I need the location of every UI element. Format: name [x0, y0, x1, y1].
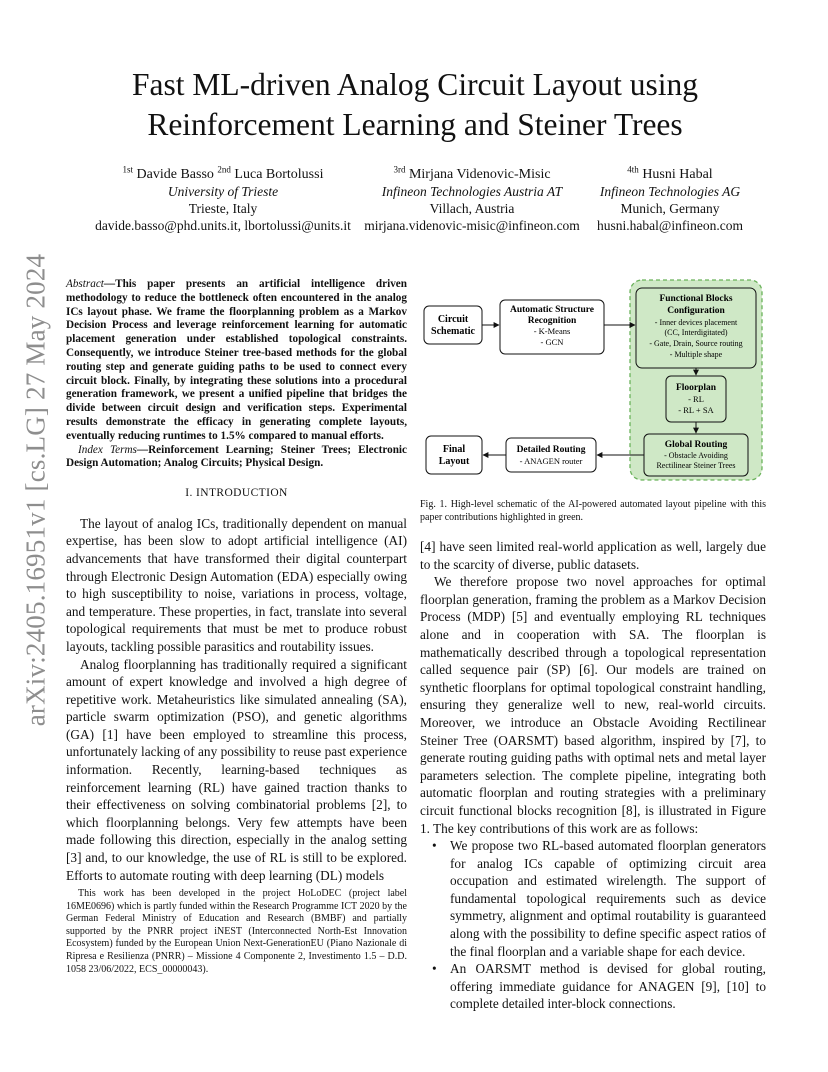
footnote: [66, 888, 407, 976]
author-affiliation: Infineon Technologies Austria AT: [381, 184, 563, 199]
author-name: Davide Basso: [133, 167, 218, 182]
author-affiliation: University of Trieste: [167, 184, 279, 199]
node-title: Global Routing: [664, 440, 728, 450]
node-item: - RL: [688, 394, 704, 404]
intro-paragraph-2: Analog floorplanning has traditionally required a significant amount of expert knowledge and involved a high degree of repetitive work. Metaheuristics like simulated annealing (SA), particle swarm optimization (PSO), and genetic algorithms (GA) [1] have been employed to streamline this process, unfortunately lacking of any possibility to reuse past experience information. Recently, learning-based techniques as reinforcement learning (RL) have gained traction thanks to their effectiveness on solving combinatorial problems [2], to which floorplanning belongs. Very few attempts have been made following this direction, especially in the analog setting [3] and, to our knowledge, the use of RL is still to be explored. Efforts to automate routing with deep learning (DL) models: [66, 656, 407, 883]
list-item: • We propose two RL-based automated floorplan generators for analog ICs capable of optimizing circuit area occupation and estimated wirelength. The support of fundamental topological requirements such as device symmetry, alignment and optimal routability is guaranteed along with the possibility to define specific aspect ratios of the final floorplan and a variable shape for each device.: [432, 837, 766, 960]
arxiv-stamp: [18, 253, 54, 727]
node-title: Automatic Structure: [510, 305, 594, 315]
author-names-1: [78, 166, 368, 183]
global-routing-node: [644, 434, 748, 476]
node-title: Configuration: [667, 306, 725, 316]
node-item: (CC, Interdigitated): [664, 328, 728, 337]
author-block-2: [360, 166, 584, 234]
paper-title-line-1: Fast ML-driven Analog Circuit Layout using: [131, 67, 699, 102]
author-ordinal-suffix: rd: [397, 164, 406, 175]
abstract: [66, 278, 407, 444]
author-name: Mirjana Videnovic-Misic: [405, 167, 551, 182]
left-column: [66, 278, 407, 884]
list-item: • An OARSMT method is devised for global routing, offering immediate guidance for ANAGEN [9], [10] to complete detailed inter-block connections.: [432, 960, 766, 1013]
abstract-label: Abstract: [66, 278, 104, 290]
node-item: - GCN: [540, 337, 564, 347]
node-label: Final: [442, 444, 466, 455]
author-ordinal: 4: [627, 164, 632, 175]
node-title: Floorplan: [675, 383, 717, 393]
author-ordinal: 2: [217, 164, 222, 175]
contributions-list: [432, 837, 766, 1013]
author-block-1: [78, 166, 368, 234]
pipeline-figure: [420, 278, 766, 488]
author-ordinal-suffix: th: [631, 164, 639, 175]
node-label: Schematic: [431, 326, 475, 337]
final-layout-node: [426, 436, 482, 474]
node-item: Rectilinear Steiner Trees: [656, 461, 736, 470]
author-email: mirjana.videnovic-misic@infineon.com: [364, 218, 580, 233]
paper-title-line-2: Reinforcement Learning and Steiner Trees: [147, 107, 683, 142]
node-title: Recognition: [527, 316, 577, 326]
author-affiliation: Infineon Technologies AG: [599, 184, 741, 199]
node-item: - RL + SA: [678, 405, 714, 415]
author-block-3: [590, 166, 750, 234]
author-location: Villach, Austria: [429, 201, 515, 216]
circuit-schematic-node: [424, 306, 482, 344]
node-item: - Gate, Drain, Source routing: [649, 339, 743, 348]
intro-paragraph-1: The layout of analog ICs, traditionally dependent on manual expertise, has been slow to adopt artificial intelligence (AI) advancements that have transformed their digital counterpart through Electronic Design Automation (EDA) especially owing to high susceptibility to noise, variations in process, voltage, and temperature. These properties, in fact, translate into several topological requirements that must be met to produce robust layouts, tackling possible parasitics and routability issues.: [66, 515, 407, 654]
index-terms: [66, 444, 407, 472]
functional-blocks-configuration-node: [636, 288, 756, 368]
footnote-text: This work has been developed in the project HoLoDEC (project label 16ME0696) which is partly funded within the Research Programme ICT 2020 by the German Federal Ministry of Education and Research (BMBF) and partially supported by the PNRR project iNEST (Interconnected North-Est Innovation Ecosystem) funded by the European Union Next-GenerationEU (Piano Nazionale di Ripresa e Resilienza (PNRR) – Missione 4 Componente 2, Investimento 1.5 – D.D. 1058 23/06/2022, ECS_00000043).: [66, 888, 407, 975]
right-column: [420, 538, 766, 1013]
detailed-routing-node: [506, 438, 596, 472]
author-ordinal-suffix: st: [127, 164, 134, 175]
node-label: Circuit: [437, 314, 469, 325]
abstract-text: —This paper presents an artificial intelligence driven methodology to reduce the bottleneck often encountered in the analog ICs layout phase. We frame the floorplanning problem as a Markov Decision Process and leverage reinforcement learning for automatic placement generation under established topological constraints. Consequently, we introduce Steiner tree-based methods for the global routing step and generate guiding paths to be used to connect every circuit block. Finally, by integrating these solutions into a procedural generation framework, we present a unified pipeline that bridges the divide between circuit design and verification steps. Experimental results demonstrate the efficacy in generating complete layouts, eventually reducing runtimes to 1.5% compared to manual efforts.: [66, 278, 407, 442]
node-item: - Multiple shape: [669, 350, 723, 359]
author-ordinal: 3: [393, 164, 398, 175]
index-terms-label: Index Terms: [78, 443, 137, 456]
arxiv-stamp-text: arXiv:2405.16951v1 [cs.LG] 27 May 2024: [20, 253, 51, 727]
author-email: husni.habal@infineon.com: [597, 218, 743, 233]
author-ordinal: 1: [122, 164, 128, 175]
node-title: Functional Blocks: [659, 294, 733, 304]
author-names-2: [360, 166, 584, 183]
author-names-3: [590, 166, 750, 183]
author-name: Luca Bortolussi: [230, 167, 324, 182]
section-heading-introduction: I. INTRODUCTION: [185, 487, 288, 500]
right-paragraph-continuation: [4] have seen limited real-world application as well, largely due to the scarcity of diverse, public datasets.: [420, 539, 766, 572]
author-location: Trieste, Italy: [188, 201, 258, 216]
right-paragraph-1: We therefore propose two novel approaches for optimal floorplan generation, framing the problem as a Markov Decision Process (MDP) [5] and eventually employing RL techniques alone and in cooperation with SA. The floorplan is mathematically described through a topological representation called sequence pair (SP) [6]. Our models are trained on synthetic floorplans for optimal topological constraint handling, ensuring they generalize well to new, real-world circuits. Moreover, we introduce an Obstacle Avoiding Rectilinear Steiner Tree (OARSMT) based algorithm, inspired by [7], to generate routing guiding paths with optimal nets and metal layer parameters selection. The complete pipeline, integrating both automatic floorplan and routing strategies with a preliminary circuit functional blocks recognition [8], is illustrated in Figure 1. The key contributions of this work are as follows:: [420, 574, 766, 836]
node-item: - ANAGEN router: [519, 456, 583, 466]
node-label: Layout: [438, 456, 470, 467]
author-location: Munich, Germany: [620, 201, 720, 216]
figure-caption: Fig. 1. High-level schematic of the AI-powered automated layout pipeline with this paper contributions highlighted in green.: [420, 499, 766, 523]
floorplan-node: [666, 376, 726, 422]
author-email: davide.basso@phd.units.it, lbortolussi@units.it: [95, 218, 351, 233]
author-ordinal-suffix: nd: [221, 164, 231, 175]
node-item: - Obstacle Avoiding: [664, 451, 728, 460]
author-name: Husni Habal: [638, 167, 713, 182]
node-item: - K-Means: [533, 326, 571, 336]
index-terms-text: —Reinforcement Learning; Steiner Trees; Electronic Design Automation; Analog Circuits; Physical Design.: [66, 443, 407, 470]
node-item: - Inner devices placement: [654, 318, 738, 327]
node-title: Detailed Routing: [516, 445, 586, 455]
automatic-structure-recognition-node: [500, 300, 604, 354]
